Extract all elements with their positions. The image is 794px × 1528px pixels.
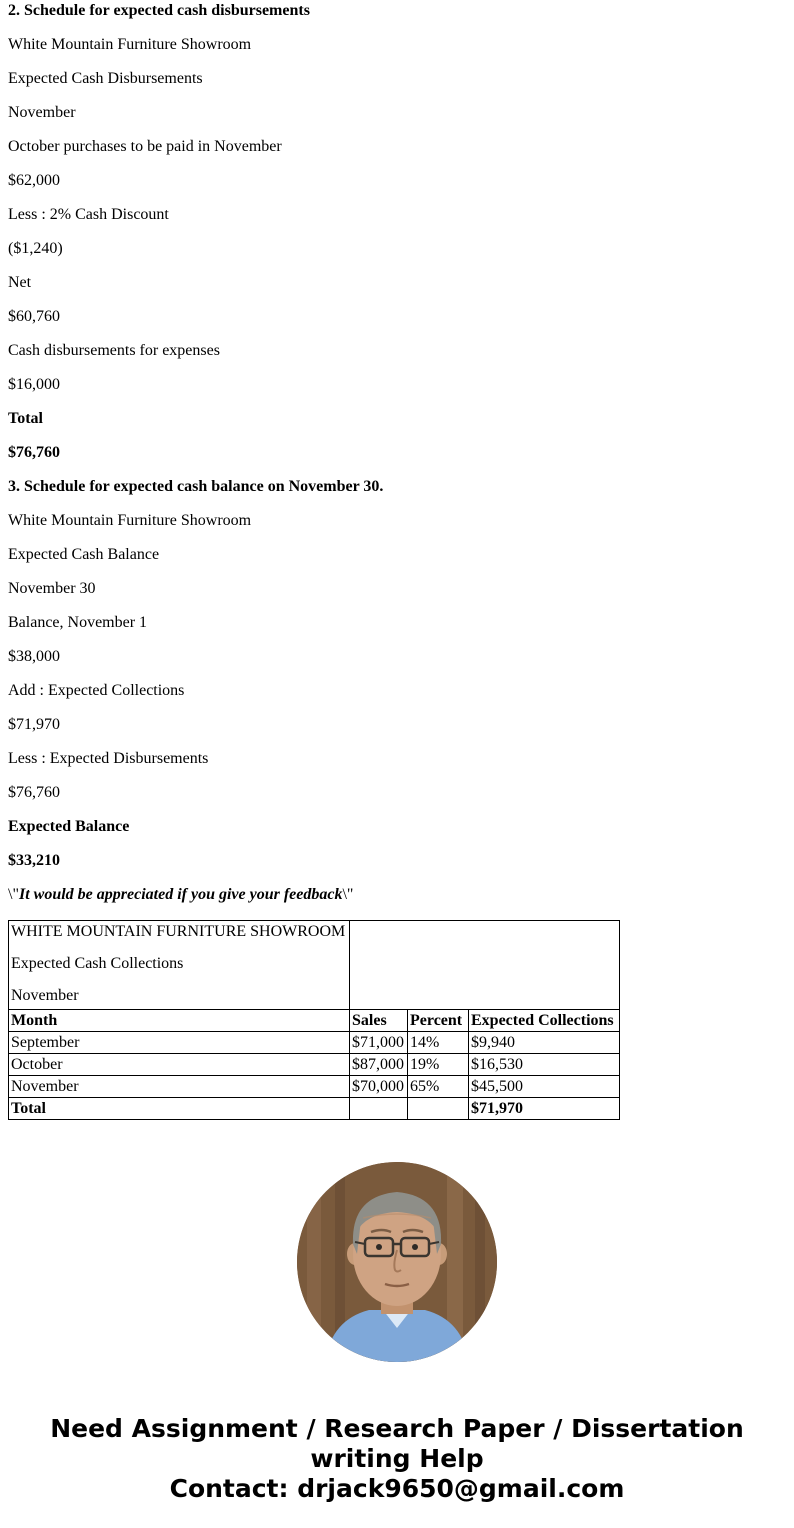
tutor-photo xyxy=(297,1162,497,1362)
doc-line: Expected Cash Disbursements xyxy=(8,70,203,87)
section-heading-3: 3. Schedule for expected cash balance on November 30. xyxy=(8,478,384,495)
table-cell: 65% xyxy=(408,1076,469,1098)
table-title-subject: Expected Cash Collections xyxy=(11,955,184,972)
doc-line: Cash disbursements for expenses xyxy=(8,342,220,359)
table-cell: $71,000 xyxy=(350,1032,408,1054)
table-header-cell: Expected Collections xyxy=(469,1010,620,1032)
table-total-value-cell: $71,970 xyxy=(469,1098,620,1120)
doc-line: Less : Expected Disbursements xyxy=(8,750,209,767)
cash-collections-table xyxy=(8,920,620,1120)
doc-line: November 30 xyxy=(8,580,96,597)
doc-line: $38,000 xyxy=(8,648,60,665)
help-banner xyxy=(25,1414,770,1504)
table-cell: $16,530 xyxy=(469,1054,620,1076)
person-avatar-graphic xyxy=(297,1162,497,1362)
doc-line: Add : Expected Collections xyxy=(8,682,185,699)
table-total-label-cell: Total xyxy=(9,1098,350,1120)
table-title-cell xyxy=(9,921,350,1010)
table-cell: 14% xyxy=(408,1032,469,1054)
doc-line: Net xyxy=(8,274,32,291)
total-label-line: Total xyxy=(8,410,43,427)
doc-line: Less : 2% Cash Discount xyxy=(8,206,169,223)
table-header-cell: Percent xyxy=(408,1010,469,1032)
table-cell: $70,000 xyxy=(350,1076,408,1098)
table-row xyxy=(9,1032,620,1054)
help-banner-text: Need Assignment / Research Paper / Dissertation writing Help xyxy=(50,1414,744,1473)
contact-email: Contact: drjack9650@gmail.com xyxy=(169,1474,625,1503)
table-title-empty-cell xyxy=(350,921,620,1010)
expected-balance-label-line: Expected Balance xyxy=(8,818,130,835)
doc-line: $16,000 xyxy=(8,376,60,393)
table-cell: $9,940 xyxy=(469,1032,620,1054)
table-title-month: November xyxy=(11,987,79,1004)
section-heading-2: 2. Schedule for expected cash disbursements xyxy=(8,2,310,19)
feedback-line xyxy=(8,886,786,904)
doc-line: Expected Cash Balance xyxy=(8,546,160,563)
doc-line: White Mountain Furniture Showroom xyxy=(8,512,252,529)
feedback-text: It would be appreciated if you give your feedback xyxy=(18,886,343,903)
expected-balance-value-line: $33,210 xyxy=(8,852,60,869)
doc-line: $76,760 xyxy=(8,784,60,801)
feedback-suffix: \" xyxy=(342,886,354,903)
table-cell: September xyxy=(9,1032,350,1054)
table-row xyxy=(9,1054,620,1076)
total-value-line: $76,760 xyxy=(8,444,60,461)
table-cell: November xyxy=(9,1076,350,1098)
table-total-row xyxy=(9,1098,620,1120)
doc-line: White Mountain Furniture Showroom xyxy=(8,36,252,53)
feedback-prefix: \" xyxy=(8,886,19,903)
doc-line: October purchases to be paid in November xyxy=(8,138,282,155)
doc-line: Balance, November 1 xyxy=(8,614,148,631)
table-header-cell: Month xyxy=(9,1010,350,1032)
table-cell xyxy=(408,1098,469,1120)
table-title-company: WHITE MOUNTAIN FURNITURE SHOWROOM xyxy=(11,923,346,940)
table-cell: October xyxy=(9,1054,350,1076)
table-header-row xyxy=(9,1010,620,1032)
doc-line: ($1,240) xyxy=(8,240,63,257)
table-cell: 19% xyxy=(408,1054,469,1076)
table-cell: $45,500 xyxy=(469,1076,620,1098)
table-cell: $87,000 xyxy=(350,1054,408,1076)
doc-line: November xyxy=(8,104,76,121)
table-title-row xyxy=(9,921,620,1010)
table-cell xyxy=(350,1098,408,1120)
doc-line: $62,000 xyxy=(8,172,60,189)
answer-document xyxy=(8,2,786,1120)
table-row xyxy=(9,1076,620,1098)
doc-line: $71,970 xyxy=(8,716,60,733)
doc-line: $60,760 xyxy=(8,308,60,325)
table-header-cell: Sales xyxy=(350,1010,408,1032)
